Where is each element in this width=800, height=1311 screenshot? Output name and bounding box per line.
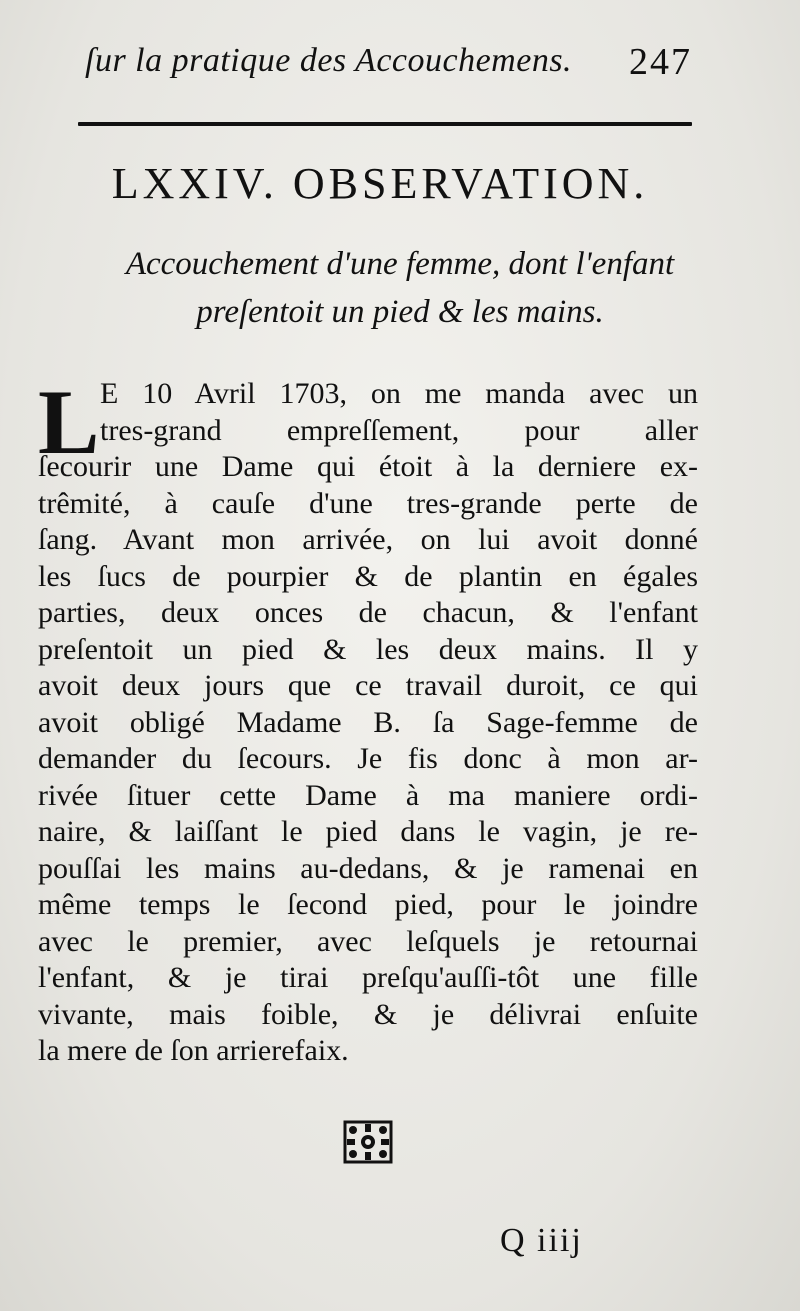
body-line: rivée ſituer cette Dame à ma maniere ordi-: [38, 778, 698, 812]
subtitle-line: Accouchement d'une femme, dont l'enfant: [125, 246, 675, 282]
body-line: vivante, mais foible, & je délivrai enſuite: [38, 997, 698, 1031]
body-line: l'enfant, & je tirai preſqu'auſſi-tôt une fille: [38, 961, 698, 994]
body-line: demander du ſecours. Je fis donc à mon ar-: [38, 742, 698, 775]
body-line: ſecourir une Dame qui étoit à la derniere ex-: [38, 450, 698, 483]
drop-cap: L: [38, 371, 100, 473]
body-line: E 10 Avril 1703, on me manda avec un: [100, 377, 698, 410]
body-line: parties, deux onces de chacun, & l'enfant: [38, 596, 698, 629]
body-line: pouſſai les mains au-dedans, & je ramenai en: [38, 851, 698, 885]
body-line: naire, & laiſſant le pied dans le vagin, je re-: [38, 815, 698, 848]
body-line: les ſucs de pourpier & de plantin en égales: [38, 559, 698, 593]
subtitle-line: preſentoit un pied & les mains.: [196, 294, 604, 330]
page-number: 247: [629, 41, 692, 83]
observation-title: LXXIV. OBSERVATION.: [111, 159, 649, 208]
header-rule: [78, 122, 692, 126]
body-line: avoit deux jours que ce travail duroit, ce qui: [38, 669, 698, 702]
observation-subtitle: [30, 240, 770, 336]
body-line: ſang. Avant mon arrivée, on lui avoit donné: [38, 523, 698, 556]
body-line: la mere de ſon arrierefaix.: [38, 1034, 349, 1067]
running-title: ſur la pratique des Accouchemens.: [85, 42, 573, 79]
body-line: tres-grand empreſſement, pour aller: [100, 413, 698, 447]
body-line: avec le premier, avec leſquels je retournai: [38, 924, 698, 958]
body-line: avoit obligé Madame B. ſa Sage-femme de: [38, 705, 698, 739]
signature-mark: Q iiij: [500, 1222, 583, 1259]
body-line: preſentoit un pied & les deux mains. Il y: [38, 632, 698, 666]
body-line: trêmité, à cauſe d'une tres-grande perte de: [38, 486, 698, 520]
body-text: [38, 371, 698, 1070]
body-line: même temps le ſecond pied, pour le joindre: [38, 888, 698, 921]
running-head: [85, 36, 700, 96]
fleuron-ornament-icon: [343, 1120, 393, 1164]
